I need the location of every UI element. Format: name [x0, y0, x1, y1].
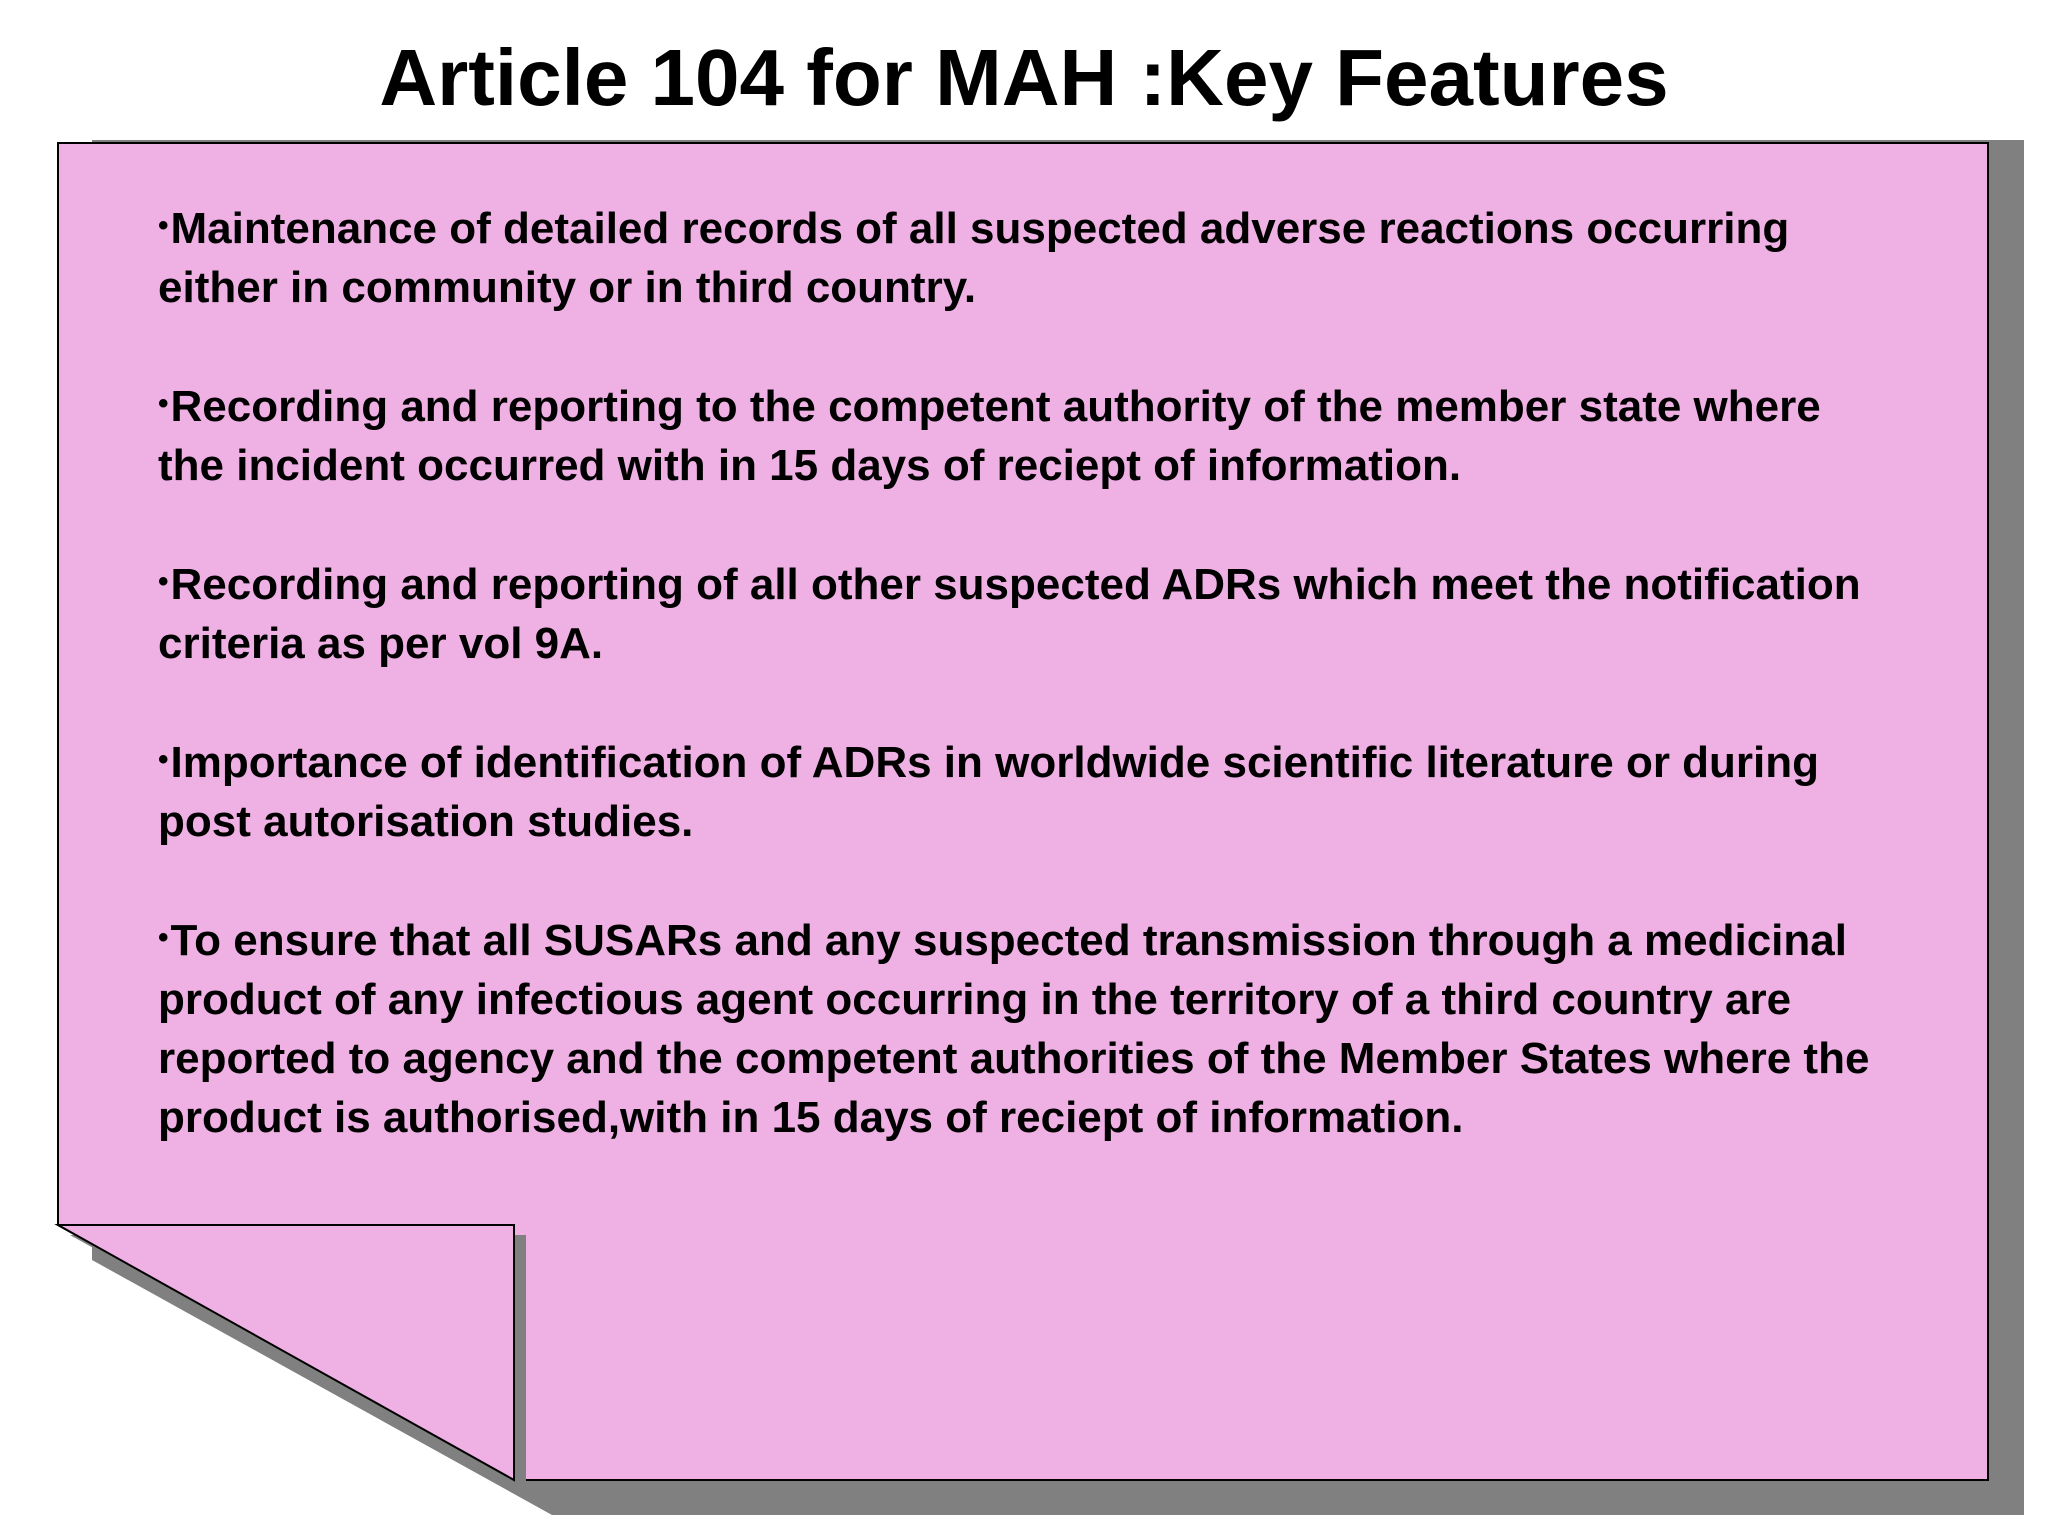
- bullet-text: Importance of identification of ADRs in worldwide scientific literature or during post autorisation studies.: [158, 738, 1820, 846]
- bullet-item: [158, 374, 1898, 495]
- bullet-text: To ensure that all SUSARs and any suspected transmission through a medicinal product of any infectious agent occurring in the territory of a third country are reported to agency and the competent authorities of the Member States where the product is authorised,with in 15 days of reciept of information.: [158, 916, 1870, 1142]
- bullet-item: [158, 552, 1898, 673]
- bullet-item: [158, 908, 1898, 1147]
- bullet-dot: •: [158, 743, 169, 776]
- bullet-dot: •: [158, 921, 169, 954]
- bullet-text: Recording and reporting of all other suspected ADRs which meet the notification criteria as per vol 9A.: [158, 560, 1861, 668]
- bullet-dot: •: [158, 209, 169, 242]
- bullet-item: [158, 730, 1898, 851]
- slide-title: Article 104 for MAH :Key Features: [379, 33, 1669, 122]
- bullet-list: [158, 196, 1898, 1147]
- bullet-text: Recording and reporting to the competent authority of the member state where the incident occurred with in 15 days of reciept of information.: [158, 382, 1821, 490]
- bullet-text: Maintenance of detailed records of all suspected adverse reactions occurring either in community or in third country.: [158, 204, 1790, 312]
- bullet-dot: •: [158, 565, 169, 598]
- fold-flap: [58, 1225, 514, 1480]
- bullet-dot: •: [158, 387, 169, 420]
- bullet-item: [158, 196, 1898, 317]
